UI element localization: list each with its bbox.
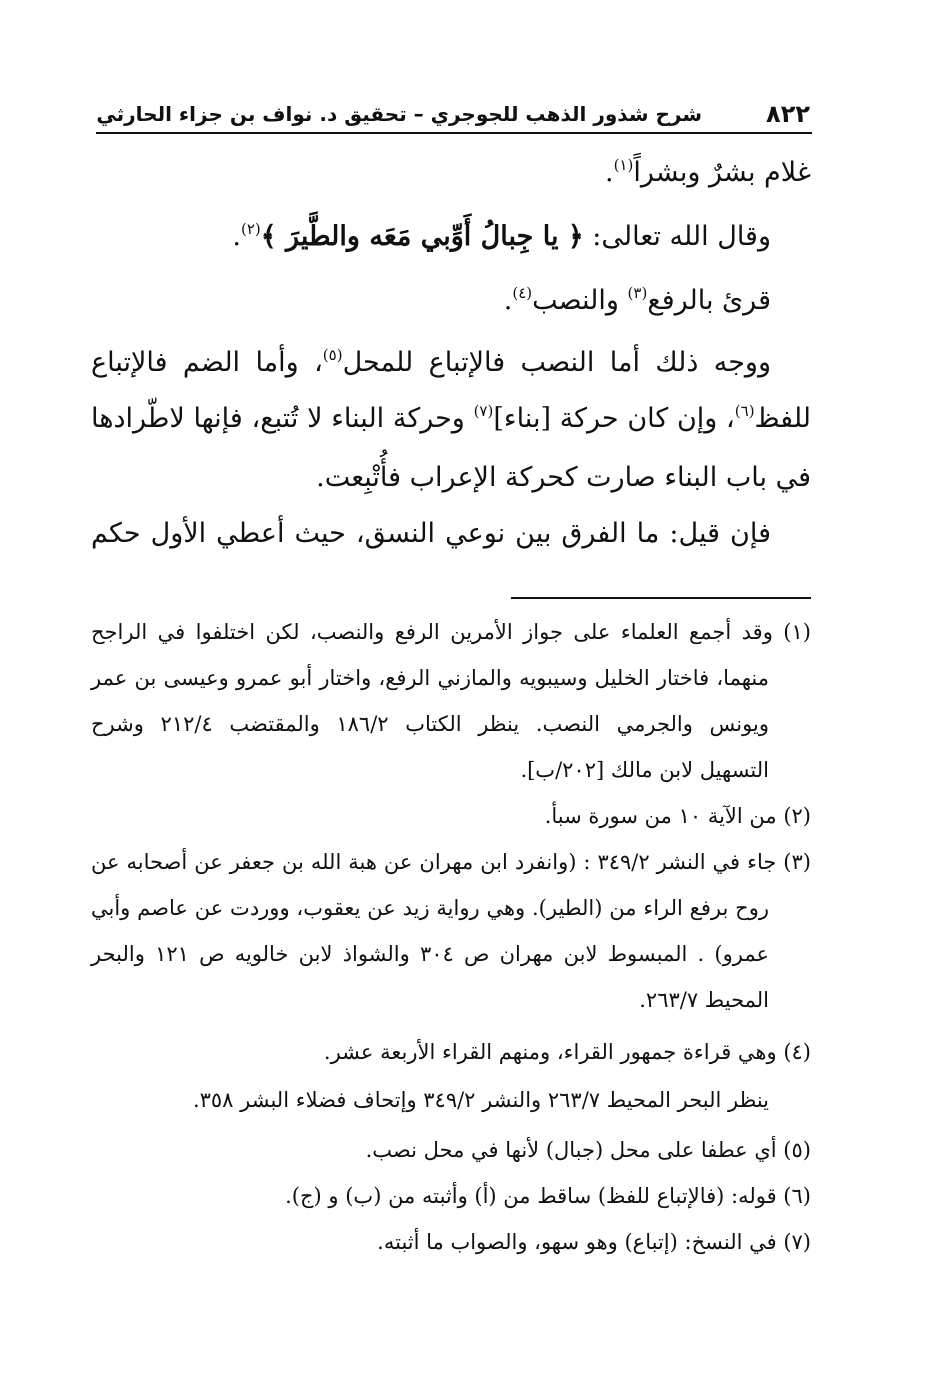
- footnote-divider: [511, 597, 811, 599]
- page-number: ٨٢٢: [766, 100, 810, 128]
- page-header: [96, 96, 812, 134]
- footnote-ref-1: (١): [613, 156, 634, 174]
- footnote-3-line-1: (٣) جاء في النشر ٣٤٩/٢ : (وانفرد ابن مهران عن هبة الله بن جعفر عن أصحابه عن: [91, 850, 811, 874]
- footnote-1-line-1: (١) وقد أجمع العلماء على جواز الأمرين الرفع والنصب، لكن اختلفوا في الراجح: [91, 620, 811, 644]
- footnote-ref-7: (٧): [473, 402, 494, 420]
- footnote-1-line-2: منهما، فاختار الخليل وسيبويه والمازني الرفع، واختار أبو عمرو وعيسى بن عمر: [91, 666, 769, 690]
- running-title: شرح شذور الذهب للجوجري – تحقيق د. نواف بن جزاء الحارثي: [96, 102, 702, 126]
- footnote-3-line-4: المحيط ٢٦٣/٧.: [639, 988, 769, 1012]
- footnote-4-line-2: ينظر البحر المحيط ٢٦٣/٧ والنشر ٣٤٩/٢ وإتحاف فضلاء البشر ٣٥٨.: [192, 1088, 769, 1112]
- footnote-ref-6: (٦): [734, 402, 755, 420]
- footnote-ref-3: (٣): [627, 284, 648, 302]
- footnote-3-line-2: روح برفع الراء من (الطير). وهي رواية زيد عن يعقوب، ووردت عن عاصم وأبي: [91, 896, 769, 920]
- footnote-ref-5: (٥): [322, 346, 343, 364]
- footnote-5-line-1: (٥) أي عطفا على محل (جبال) لأنها في محل نصب.: [365, 1138, 811, 1162]
- footnotes: [91, 620, 811, 1260]
- footnote-6-line-1: (٦) قوله: (فالإتباع للفظ) ساقط من (أ) وأثبته من (ب) و (ج).: [285, 1184, 811, 1208]
- main-text: [91, 150, 811, 570]
- footnote-2-line-1: (٢) من الآية ١٠ من سورة سبأ.: [544, 804, 811, 828]
- footnote-1-line-4: التسهيل لابن مالك [٢٠٢/ب].: [520, 758, 769, 782]
- footnote-7-line-1: (٧) في النسخ: (إتباع) وهو سهو، والصواب ما أثبته.: [377, 1230, 811, 1254]
- footnote-4-line-1: (٤) وهي قراءة جمهور القراء، ومنهم القراء الأربعة عشر.: [323, 1040, 811, 1064]
- body-line-5: للفظ$^{(٦)}$، وإن كان حركة [بناء]$^{(٧)}$ وحركة البناء لا تُتبع، فإنها لاطّرادها: [91, 402, 811, 434]
- footnote-ref-4: (٤): [512, 284, 533, 302]
- footnote-ref-2: (٢): [240, 220, 261, 238]
- body-line-7: فإن قيل: ما الفرق بين نوعي النسق، حيث أعطي الأول حكم: [91, 518, 771, 549]
- footnote-3-line-3: عمرو) . المبسوط لابن مهران ص ٣٠٤ والشواذ لابن خالويه ص ١٢١ والبحر: [91, 942, 770, 966]
- footnote-1-line-3: ويونس والجرمي النصب. ينظر الكتاب ١٨٦/٢ والمقتضب ٢١٢/٤ وشرح: [91, 712, 769, 736]
- body-line-3: قرئ بالرفع$^{(٣)}$ والنصب$^{(٤)}$.: [503, 284, 771, 316]
- body-line-4: ووجه ذلك أما النصب فالإتباع للمحل$^{(٥)}$، وأما الضم فالإتباع: [91, 346, 771, 378]
- quran-verse: ﴿ يا جِبالُ أَوِّبي مَعَه والطَّيرَ ﴾: [260, 221, 584, 252]
- body-line-2: وقال الله تعالى: ﴿ يا جِبالُ أَوِّبي مَعَه والطَّيرَ ﴾$^{(٢)}$.: [232, 220, 771, 252]
- body-line-6: في باب البناء صارت كحركة الإعراب فأُتْبِعت.: [316, 462, 811, 493]
- body-line-1: غلام بشرٌ وبشراً$^{(١)}$.: [604, 156, 811, 188]
